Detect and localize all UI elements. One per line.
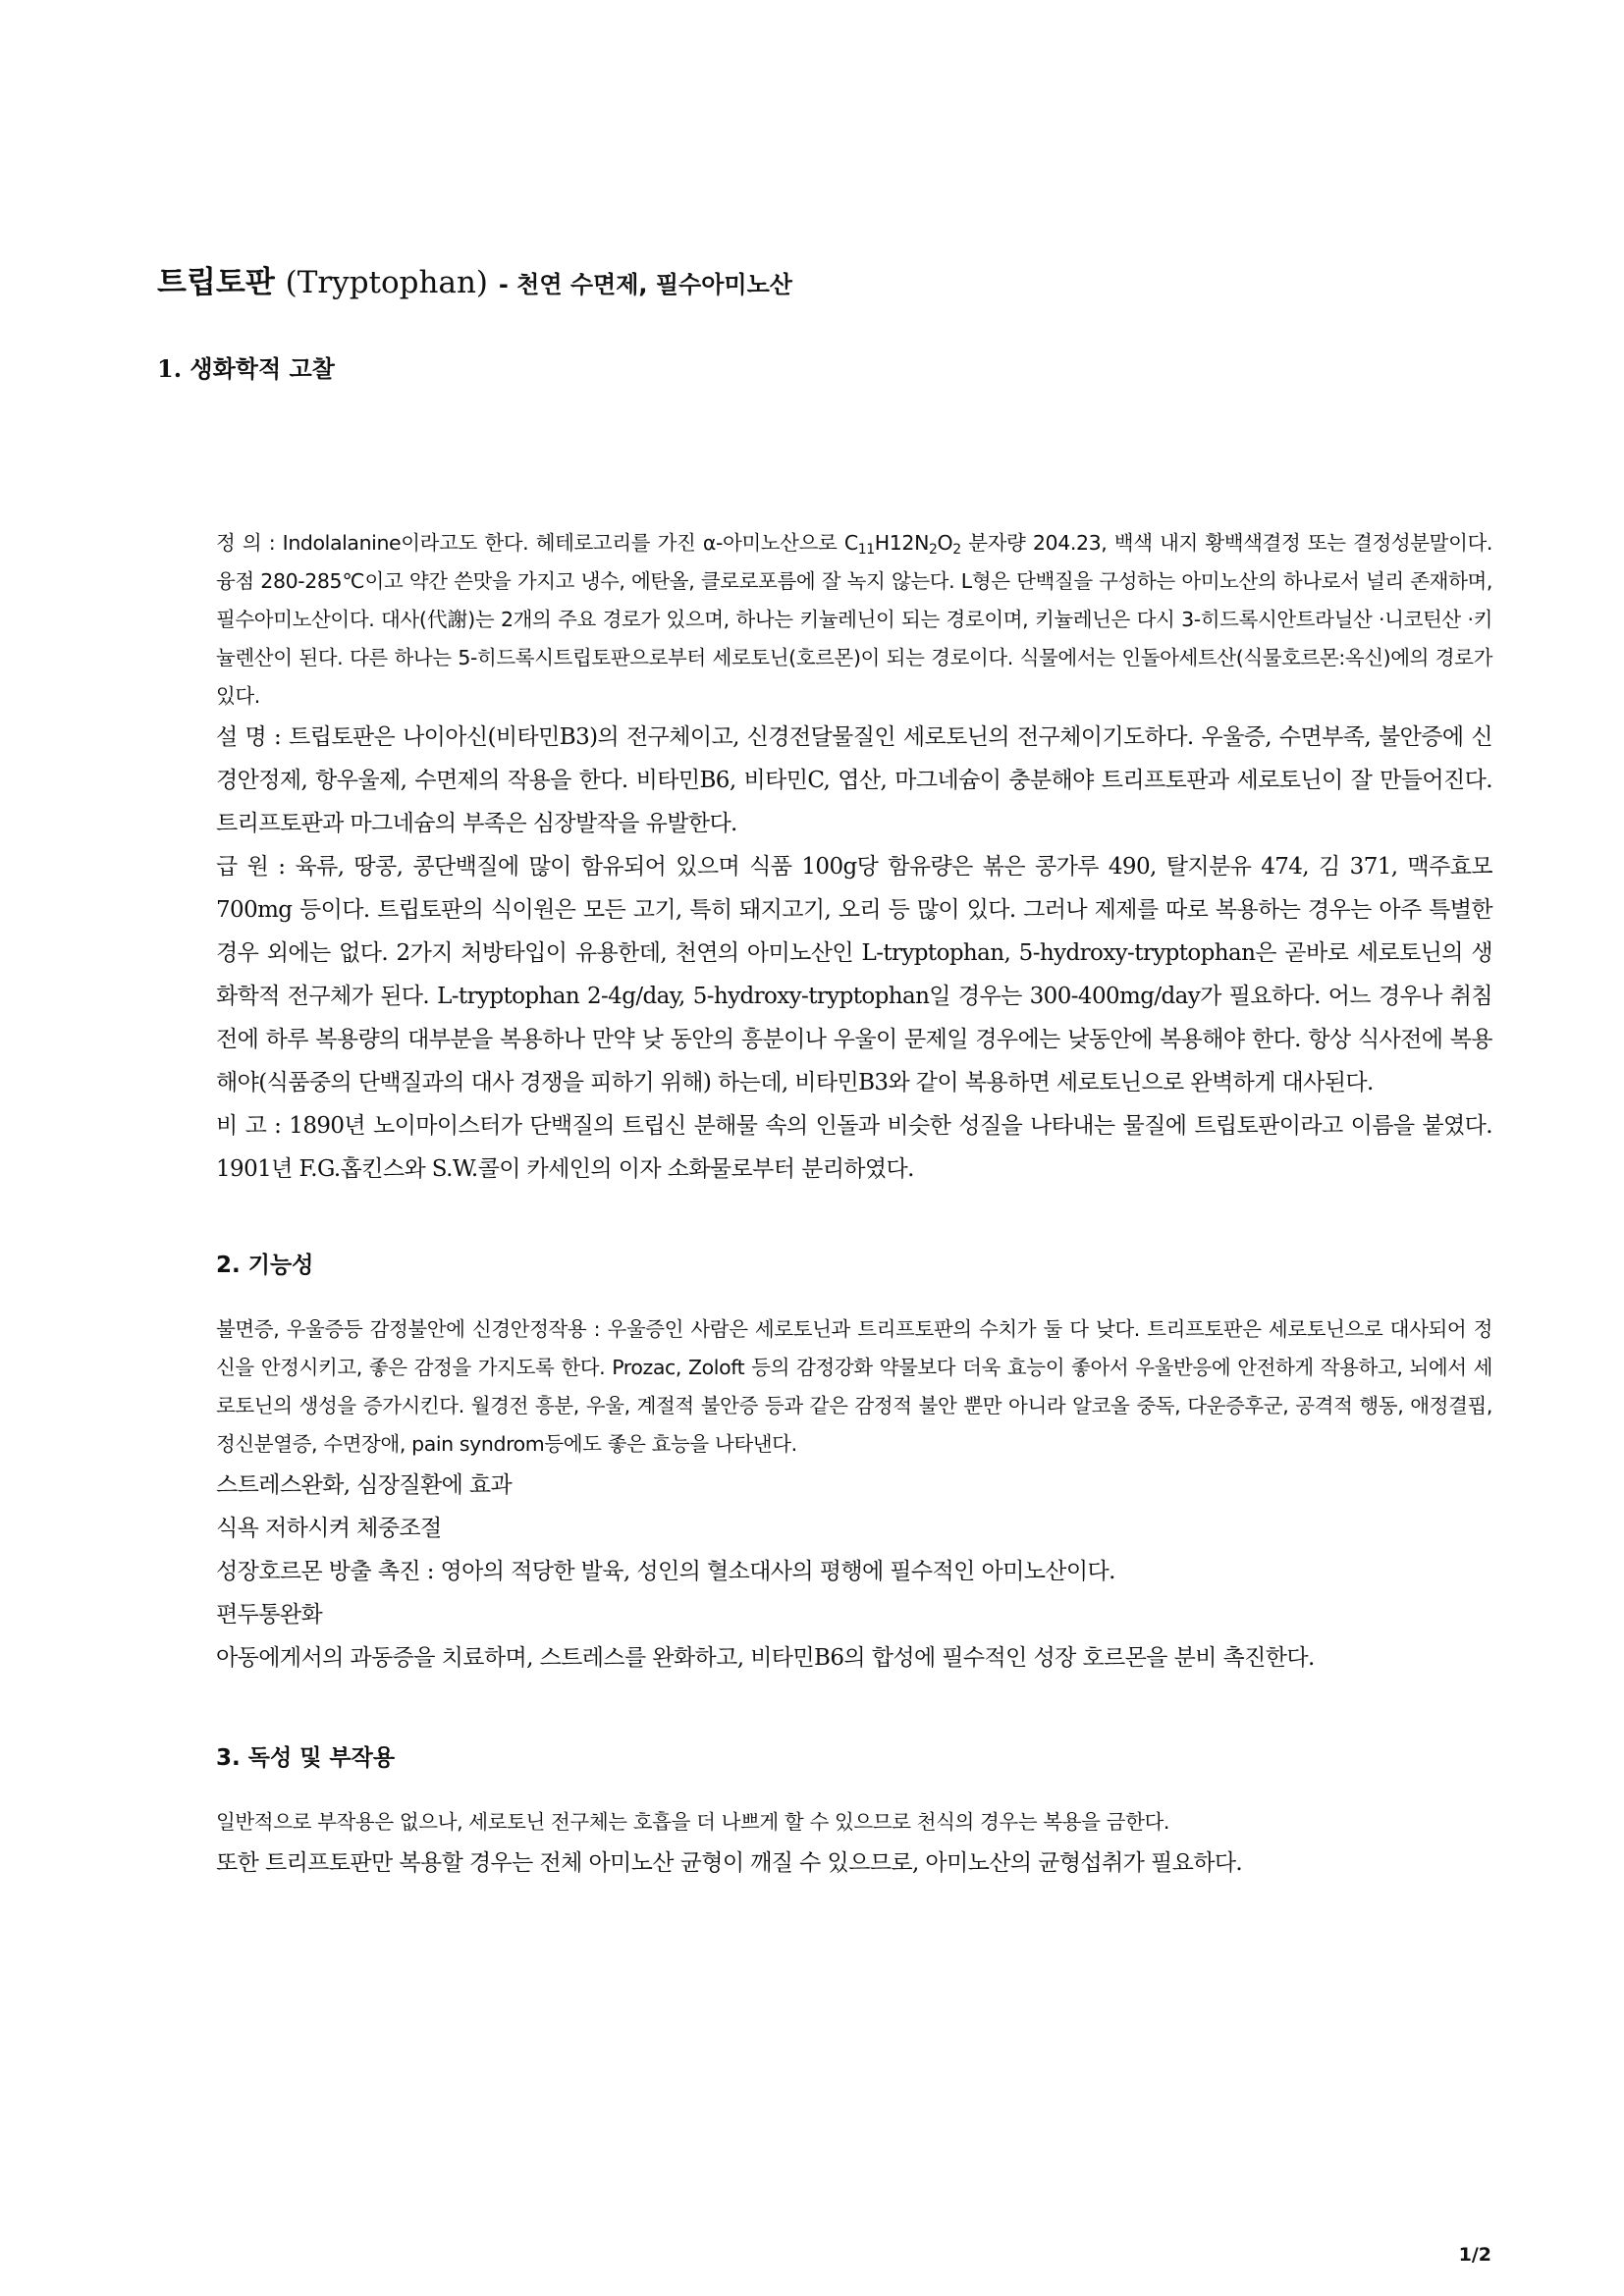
document-body xyxy=(216,524,1492,1885)
title-subtitle: - 천연 수면제, 필수아미노산 xyxy=(498,271,792,298)
function-item: 아동에게서의 과동증을 치료하며, 스트레스를 완화하고, 비타민B6의 합성에 필수적인 성장 호르몬을 분비 촉진한다. xyxy=(216,1645,1315,1671)
toxicity-line-2: 또한 트리프토판만 복용할 경우는 전체 아미노산 균형이 깨질 수 있으므로, 아미노산의 균형섭취가 필요하다. xyxy=(216,1850,1243,1876)
definition-paragraph xyxy=(216,524,1492,716)
description-paragraph xyxy=(216,716,1492,845)
title-korean: 트립토판 xyxy=(157,265,275,300)
function-item: 스트레스완화, 심장질환에 효과 xyxy=(216,1472,513,1498)
definition-text-b: H12N xyxy=(874,531,930,555)
formula-sub-3: 2 xyxy=(952,542,961,558)
definition-text-c: O xyxy=(937,531,953,555)
function-item: 성장호르몬 방출 촉진 : 영아의 적당한 발육, 성인의 혈소대사의 평행에 필수적인 아미노산이다. xyxy=(216,1559,1115,1584)
definition-label: 정 의 : xyxy=(216,531,283,555)
toxicity-line-1: 일반적으로 부작용은 없으나, 세로토닌 전구체는 호흡을 더 나쁘게 할 수 있으므로 천식의 경우는 복용을 금한다. xyxy=(216,1810,1169,1834)
section3-heading: 3. 독성 및 부작용 xyxy=(216,1745,396,1771)
formula-sub-2: 2 xyxy=(929,542,938,558)
function-item: 편두통완화 xyxy=(216,1602,323,1628)
remarks-paragraph xyxy=(216,1104,1492,1191)
sources-paragraph xyxy=(216,845,1492,1104)
sources-label: 급 원 : xyxy=(216,854,296,880)
section1-heading: 1. 생화학적 고찰 xyxy=(157,354,335,383)
remarks-label: 비 고 : xyxy=(216,1113,290,1139)
description-text: 트립토판은 나이아신(비타민B3)의 전구체이고, 신경전달물질인 세로토닌의 전구체이기도하다. 우울증, 수면부족, 불안증에 신경안정제, 항우울제, 수면제의 작용을 한다. 비타민B6, 비타민C, 엽산, 마그네슘이 충분해야 트리프토판과 세로토닌이 잘 만들어진다. 트리프토판과 마그네슘의 부족은 심장발작을 유발한다. xyxy=(216,724,1492,836)
remarks-text: 1890년 노이마이스터가 단백질의 트립신 분해물 속의 인돌과 비슷한 성질을 나타내는 물질에 트립토판이라고 이름을 붙였다. 1901년 F.G.홉킨스와 S.W.콜이 카세인의 이자 소화물로부터 분리하였다. xyxy=(216,1113,1492,1182)
description-label: 설 명 : xyxy=(216,724,290,750)
definition-text-a: Indolalanine이라고도 한다. 헤테로고리를 가진 α-아미노산으로 C xyxy=(282,531,858,555)
title-latin: (Tryptophan) xyxy=(285,265,489,300)
section2-heading: 2. 기능성 xyxy=(216,1253,314,1278)
formula-sub-1: 11 xyxy=(857,542,875,558)
function-intro-paragraph: 불면증, 우울증등 감정불안에 신경안정작용 : 우울증인 사람은 세로토닌과 트리프토판의 수치가 둘 다 낮다. 트리프토판은 세로토닌으로 대사되어 정신을 안정시키고, 좋은 감정을 가지도록 한다. Prozac, Zoloft 등의 감정강화 약물보다 더욱 효능이 좋아서 우울반응에 안전하게 작용하고, 뇌에서 세로토닌의 생성을 증가시킨다. 월경전 흥분, 우울, 계절적 불안증 등과 같은 감정적 불안 뿐만 아니라 알코올 중독, 다운증후군, 공격적 행동, 애정결핍, 정신분열증, 수면장애, pain syndrom등에도 좋은 효능을 나타낸다. xyxy=(216,1317,1492,1456)
document-title xyxy=(157,257,792,301)
function-item: 식욕 저하시켜 체중조절 xyxy=(216,1516,442,1541)
page-number: 1/2 xyxy=(1458,2244,1491,2266)
definition-text-d: 분자량 204.23, 백색 내지 황백색결정 또는 결정성분말이다. 융점 280-285℃이고 약간 쓴맛을 가지고 냉수, 에탄올, 클로로포름에 잘 녹지 않는다. L형은 단백질을 구성하는 아미노산의 하나로서 널리 존재하며, 필수아미노산이다. 대사(代謝)는 2개의 주요 경로가 있으며, 하나는 키뉼레닌이 되는 경로이며, 키뉼레닌은 다시 3-히드록시안트라닐산 ·니코틴산 ·키뉼렌산이 된다. 다른 하나는 5-히드록시트립토판으로부터 세로토닌(호르몬)이 되는 경로이다. 식물에서는 인돌아세트산(식물호르몬:옥신)에의 경로가 있다. xyxy=(216,531,1492,708)
sources-text: 육류, 땅콩, 콩단백질에 많이 함유되어 있으며 식품 100g당 함유량은 볶은 콩가루 490, 탈지분유 474, 김 371, 맥주효모 700mg 등이다. 트립토판의 식이원은 모든 고기, 특히 돼지고기, 오리 등 많이 있다. 그러나 제제를 따로 복용하는 경우는 아주 특별한 경우 외에는 없다. 2가지 처방타입이 유용한데, 천연의 아미노산인 L-tryptophan, 5-hydroxy-tryptophan은 곧바로 세로토닌의 생화학적 전구체가 된다. L-tryptophan 2-4g/day, 5-hydroxy-tryptophan일 경우는 300-400mg/day가 필요하다. 어느 경우나 취침전에 하루 복용량의 대부분을 복용하나 만약 낮 동안의 흥분이나 우울이 문제일 경우에는 낮동안에 복용해야 한다. 항상 식사전에 복용해야(식품중의 단백질과의 대사 경쟁을 피하기 위해) 하는데, 비타민B3와 같이 복용하면 세로토닌으로 완벽하게 대사된다. xyxy=(216,854,1492,1095)
